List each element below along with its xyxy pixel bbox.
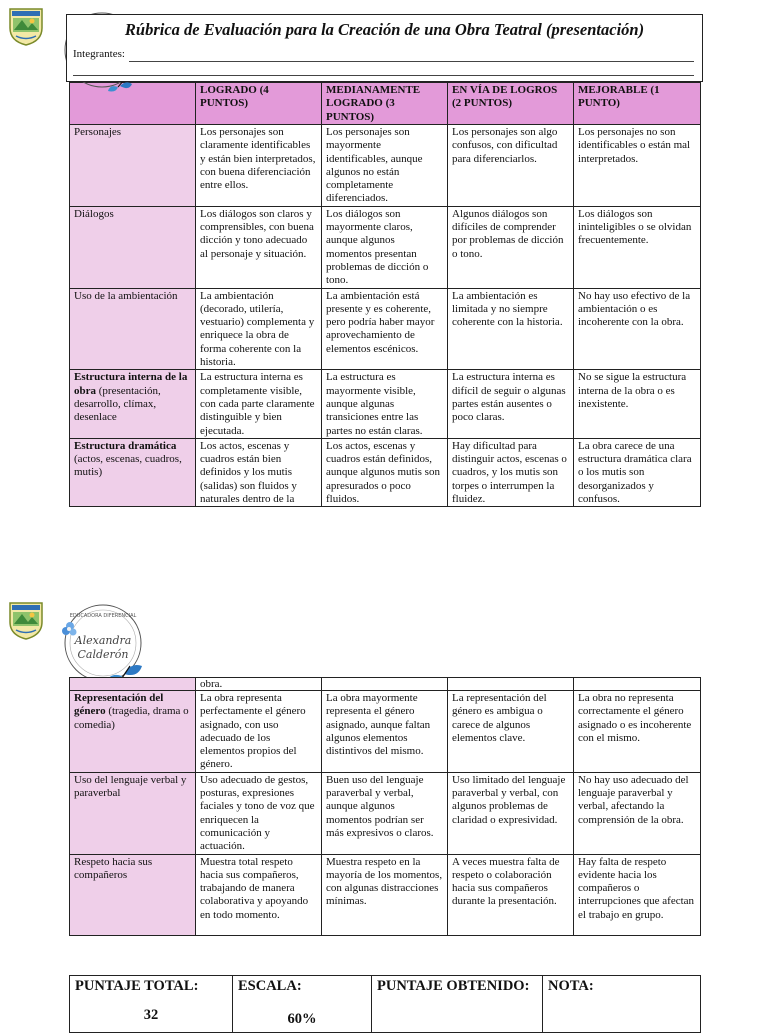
rubric-row bbox=[70, 370, 701, 438]
rubric-header-row bbox=[70, 83, 701, 125]
continuation-crit-cell bbox=[70, 678, 196, 691]
score-total-label: PUNTAJE TOTAL: bbox=[75, 978, 199, 994]
descriptor-cell: Uso limitado del lenguaje paraverbal y verbal, con algunos problemas de claridad o expresividad. bbox=[448, 772, 574, 854]
descriptor-cell: Los personajes no son identificables o están mal interpretados. bbox=[574, 125, 701, 207]
score-grade-label: NOTA: bbox=[548, 978, 594, 994]
descriptor-cell: La ambientación es limitada y no siempre coherente con la historia. bbox=[448, 288, 574, 370]
stamp-name-1: Alexandra bbox=[74, 634, 132, 647]
criterion-text: (tragedia, drama o comedia) bbox=[74, 705, 189, 731]
descriptor-cell: La ambientación está presente y es coherente, pero podría haber mayor aprovechamiento de elementos escénicos. bbox=[322, 288, 448, 370]
document-title: Rúbrica de Evaluación para la Creación de una Obra Teatral (presentación) bbox=[124, 20, 645, 39]
criterion-text: Respeto hacia sus compañeros bbox=[74, 855, 153, 881]
criterion-bold-text: Representación del género bbox=[74, 692, 164, 718]
descriptor-cell: La ambientación (decorado, utilería, vestuario) complementa y enriquece la obra de forma coherente con la historia. bbox=[196, 288, 322, 370]
descriptor-cell: No hay uso efectivo de la ambientación o es incoherente con la obra. bbox=[574, 288, 701, 370]
criterion-text: (presentación, desarrollo, clímax, desenlace bbox=[74, 384, 161, 424]
header-en-via: EN VÍA DE LOGROS (2 PUNTOS) bbox=[448, 83, 574, 125]
continuation-row bbox=[70, 678, 701, 691]
criterion-text: Personajes bbox=[74, 126, 122, 138]
rubric-body-page-1 bbox=[70, 125, 701, 507]
criterion-text: Uso del lenguaje verbal y paraverbal bbox=[74, 773, 187, 800]
rubric-row bbox=[70, 772, 701, 854]
descriptor-cell: No se sigue la estructura interna de la obra o es inexistente. bbox=[574, 370, 701, 438]
descriptor-cell: La obra mayormente representa el género asignado, aunque faltan algunos elementos distintivos del mismo. bbox=[322, 691, 448, 773]
criterion-cell bbox=[70, 370, 196, 438]
descriptor-cell: Algunos diálogos son difíciles de comprender por problemas de dicción o tono. bbox=[448, 206, 574, 288]
score-obtained-label: PUNTAJE OBTENIDO: bbox=[377, 978, 530, 994]
descriptor-cell: La estructura es mayormente visible, aunque algunas transiciones entre las partes no están claras. bbox=[322, 370, 448, 438]
descriptor-cell: Hay falta de respeto evidente hacia los compañeros o interrupciones que afectan el trabajo en grupo. bbox=[574, 854, 701, 935]
school-logo bbox=[6, 6, 46, 46]
criterion-cell bbox=[70, 438, 196, 506]
header-box bbox=[66, 14, 703, 82]
rubric-row bbox=[70, 691, 701, 773]
criterion-cell bbox=[70, 772, 196, 854]
criterion-cell bbox=[70, 125, 196, 207]
rubric-table-page-2 bbox=[69, 677, 701, 936]
members-line-2 bbox=[73, 75, 694, 76]
continuation-empty-cell bbox=[574, 678, 701, 691]
school-shield-icon bbox=[8, 6, 44, 46]
criterion-cell bbox=[70, 854, 196, 935]
members-line-1 bbox=[129, 61, 694, 62]
rubric-row bbox=[70, 206, 701, 288]
rubric-row bbox=[70, 854, 701, 935]
rubric-row bbox=[70, 125, 701, 207]
rubric-row bbox=[70, 438, 701, 506]
descriptor-cell: La estructura interna es difícil de seguir o algunas partes están ausentes o poco claras. bbox=[448, 370, 574, 438]
descriptor-cell: Los actos, escenas y cuadros están bien definidos y los mutis (salidas) son fluidos y naturales dentro de la bbox=[196, 438, 322, 506]
criterion-bold-text: Estructura dramática bbox=[74, 439, 177, 452]
score-table bbox=[69, 975, 701, 1033]
teacher-stamp-page-2 bbox=[58, 598, 142, 682]
descriptor-cell: Muestra respeto en la mayoría de los momentos, con algunas distracciones mínimas. bbox=[322, 854, 448, 935]
descriptor-cell: Muestra total respeto hacia sus compañeros, trabajando de manera colaborativa y apoyando en todo momento. bbox=[196, 854, 322, 935]
rubric-row bbox=[70, 288, 701, 370]
school-logo-page-2 bbox=[6, 600, 46, 640]
descriptor-cell: La representación del género es ambigua o carece de algunos elementos clave. bbox=[448, 691, 574, 773]
rubric-table-page-1 bbox=[69, 82, 701, 507]
descriptor-cell: No hay uso adecuado del lenguaje paraverbal y verbal, afectando la comprensión de la obra. bbox=[574, 772, 701, 854]
criterion-cell bbox=[70, 206, 196, 288]
descriptor-cell: Hay dificultad para distinguir actos, escenas o cuadros, y los mutis son torpes o interrumpen la fluidez. bbox=[448, 438, 574, 506]
header-medianamente: MEDIANAMENTE LOGRADO (3 PUNTOS) bbox=[322, 83, 448, 125]
criterion-cell bbox=[70, 691, 196, 773]
descriptor-cell: Los diálogos son claros y comprensibles, con buena dicción y tono adecuado al personaje y situación. bbox=[196, 206, 322, 288]
criterion-text: Diálogos bbox=[74, 207, 114, 220]
school-shield-icon bbox=[8, 600, 44, 640]
score-scale-value: 60% bbox=[287, 1011, 317, 1027]
descriptor-cell: La obra carece de una estructura dramática clara o los mutis son desorganizados y confusos. bbox=[574, 438, 701, 506]
continuation-empty-cell bbox=[322, 678, 448, 691]
descriptor-cell: Los actos, escenas y cuadros están definidos, aunque algunos mutis son apresurados o poco fluidos. bbox=[322, 438, 448, 506]
descriptor-cell: Los personajes son mayormente identificables, aunque algunos no están completamente diferenciados. bbox=[322, 125, 448, 207]
criterion-bold-text: Estructura interna de la obra bbox=[74, 371, 188, 397]
criterion-text: (actos, escenas, cuadros, mutis) bbox=[74, 453, 182, 479]
descriptor-cell: Buen uso del lenguaje paraverbal y verbal, aunque algunos momentos podrían ser más expresivos o claros. bbox=[322, 772, 448, 854]
score-total-value: 32 bbox=[143, 1007, 159, 1023]
score-scale-label: ESCALA: bbox=[238, 978, 302, 994]
stamp-top-text: EDUCADORA DIFERENCIAL bbox=[69, 613, 137, 619]
rubric-body-page-2 bbox=[70, 691, 701, 936]
descriptor-cell: Los diálogos son ininteligibles o se olvidan frecuentemente. bbox=[574, 206, 701, 288]
descriptor-cell: La estructura interna es completamente visible, con cada parte claramente distinguible y bien ejecutada. bbox=[196, 370, 322, 438]
descriptor-cell: Los personajes son claramente identificables y están bien interpretados, con buena diferenciación entre ellos. bbox=[196, 125, 322, 207]
descriptor-cell: La obra no representa correctamente el género asignado o es incoherente con el mismo. bbox=[574, 691, 701, 773]
descriptor-cell: Los personajes son algo confusos, con dificultad para diferenciarlos. bbox=[448, 125, 574, 207]
stamp-name-2: Calderón bbox=[77, 648, 129, 661]
continuation-text: obra. bbox=[196, 678, 322, 691]
descriptor-cell: A veces muestra falta de respeto o colaboración hacia sus compañeros durante la presentación. bbox=[448, 854, 574, 935]
header-logrado: LOGRADO (4 PUNTOS) bbox=[196, 83, 322, 125]
criterion-text: Uso de la ambientación bbox=[74, 289, 178, 302]
criterion-cell bbox=[70, 288, 196, 370]
descriptor-cell: La obra representa perfectamente el género asignado, con uso adecuado de los elementos propios del género. bbox=[196, 691, 322, 773]
continuation-empty-cell bbox=[448, 678, 574, 691]
descriptor-cell: Los diálogos son mayormente claros, aunque algunos momentos presentan problemas de dicción o tono. bbox=[322, 206, 448, 288]
header-mejorable: MEJORABLE (1 PUNTO) bbox=[574, 83, 701, 125]
descriptor-cell: Uso adecuado de gestos, posturas, expresiones faciales y tono de voz que enriquecen la comunicación y actuación. bbox=[196, 772, 322, 854]
members-label: Integrantes: bbox=[73, 48, 125, 60]
